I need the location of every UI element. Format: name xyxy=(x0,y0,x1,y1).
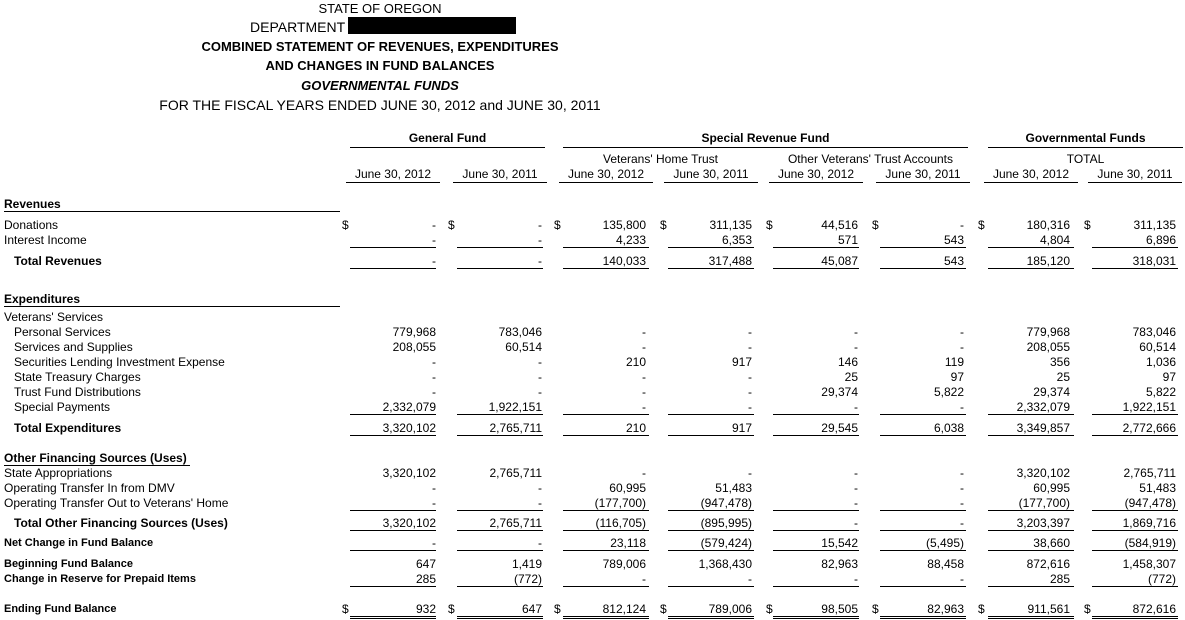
table-cell: - xyxy=(854,572,858,586)
currency-symbol: $ xyxy=(1084,602,1091,616)
total-underline xyxy=(563,268,649,269)
subtotal-underline xyxy=(773,586,859,587)
table-cell: 779,968 xyxy=(392,325,436,339)
table-cell: 2,332,079 xyxy=(1016,400,1070,414)
table-cell: 29,374 xyxy=(1033,385,1070,399)
subtotal-underline xyxy=(988,414,1074,415)
row-label: Total Expenditures xyxy=(14,421,122,435)
currency-symbol: $ xyxy=(660,218,667,232)
table-cell: - xyxy=(854,496,858,510)
table-cell: 872,616 xyxy=(1132,602,1176,616)
redacted-department-name xyxy=(348,17,516,34)
subtotal-underline xyxy=(880,550,966,551)
currency-symbol: $ xyxy=(342,218,349,232)
table-cell: 911,561 xyxy=(1027,602,1070,616)
total-underline xyxy=(457,530,543,531)
table-cell: 647 xyxy=(521,602,542,616)
column-header-underline xyxy=(346,182,440,183)
row-label: Personal Services xyxy=(14,325,111,339)
table-cell: - xyxy=(748,370,752,384)
ending-double-underline xyxy=(1092,616,1178,617)
row-label: Net Change in Fund Balance xyxy=(4,537,154,549)
table-cell: - xyxy=(538,385,542,399)
ending-double-underline xyxy=(988,618,1074,619)
table-cell: 783,046 xyxy=(498,325,542,339)
statement-title-line1: COMBINED STATEMENT OF REVENUES, EXPENDITURES xyxy=(201,39,559,54)
row-label: Total Revenues xyxy=(14,254,102,268)
section-expenditures-underline xyxy=(4,306,340,307)
table-cell: 1,922,151 xyxy=(1122,400,1176,414)
table-cell: 60,514 xyxy=(505,340,542,354)
table-cell: - xyxy=(748,466,752,480)
table-cell: 1,368,430 xyxy=(698,557,752,571)
subtotal-underline xyxy=(350,247,436,248)
table-cell: - xyxy=(432,496,436,510)
table-cell: 543 xyxy=(943,233,964,247)
total-underline xyxy=(668,268,754,269)
table-cell: - xyxy=(854,481,858,495)
table-cell: 571 xyxy=(837,233,858,247)
table-cell: (947,478) xyxy=(1124,496,1176,510)
table-cell: 98,505 xyxy=(821,602,858,616)
column-header-underline xyxy=(769,182,863,183)
table-cell: (579,424) xyxy=(700,536,752,550)
table-cell: - xyxy=(960,218,964,232)
table-cell: 285 xyxy=(1049,572,1070,586)
ending-double-underline xyxy=(773,618,859,619)
table-cell: 45,087 xyxy=(821,254,858,268)
subtotal-underline xyxy=(350,414,436,415)
subtotal-underline xyxy=(1092,550,1178,551)
table-cell: - xyxy=(432,385,436,399)
subtotal-underline xyxy=(1092,247,1178,248)
currency-symbol: $ xyxy=(872,218,879,232)
subtotal-underline xyxy=(350,510,436,511)
table-cell: - xyxy=(642,325,646,339)
table-cell: - xyxy=(748,400,752,414)
table-cell: 3,320,102 xyxy=(382,516,436,530)
table-cell: 29,374 xyxy=(821,385,858,399)
table-cell: (772) xyxy=(1147,572,1176,586)
table-cell: 356 xyxy=(1049,355,1070,369)
section-expenditures: Expenditures xyxy=(4,292,81,306)
table-cell: 60,514 xyxy=(1139,340,1176,354)
table-cell: 318,031 xyxy=(1132,254,1176,268)
table-cell: - xyxy=(538,481,542,495)
table-cell: - xyxy=(960,340,964,354)
ending-double-underline xyxy=(880,616,966,617)
section-other-financing: Other Financing Sources (Uses) xyxy=(4,451,187,465)
ending-double-underline xyxy=(773,616,859,617)
table-cell: - xyxy=(642,385,646,399)
table-cell: 917 xyxy=(731,421,752,435)
table-cell: 4,804 xyxy=(1039,233,1070,247)
table-cell: 812,124 xyxy=(602,602,646,616)
ending-double-underline xyxy=(1092,618,1178,619)
table-cell: 6,038 xyxy=(933,421,964,435)
table-cell: (947,478) xyxy=(700,496,752,510)
table-cell: - xyxy=(432,370,436,384)
table-cell: - xyxy=(854,325,858,339)
table-cell: 285 xyxy=(415,572,436,586)
total-underline xyxy=(1092,435,1178,436)
table-cell: 1,458,307 xyxy=(1122,557,1176,571)
total-underline xyxy=(880,530,966,531)
row-label: Donations xyxy=(4,218,59,232)
table-cell: - xyxy=(854,516,858,530)
table-cell: 779,968 xyxy=(1026,325,1070,339)
total-underline xyxy=(457,435,543,436)
ending-double-underline xyxy=(563,618,649,619)
subtotal-underline xyxy=(457,586,543,587)
row-label: State Treasury Charges xyxy=(14,370,141,384)
table-cell: 185,120 xyxy=(1026,254,1070,268)
currency-symbol: $ xyxy=(978,218,985,232)
ending-double-underline xyxy=(880,618,966,619)
total-underline xyxy=(457,268,543,269)
column-header-underline xyxy=(1088,182,1182,183)
column-header-date: June 30, 2012 xyxy=(354,167,432,181)
row-label: Securities Lending Investment Expense xyxy=(14,355,225,369)
table-cell: 872,616 xyxy=(1026,557,1070,571)
row-label: Beginning Fund Balance xyxy=(4,558,133,570)
table-cell: 29,545 xyxy=(821,421,858,435)
table-cell: - xyxy=(538,370,542,384)
table-cell: 5,822 xyxy=(933,385,964,399)
table-cell: 3,349,857 xyxy=(1016,421,1070,435)
table-cell: - xyxy=(854,466,858,480)
table-cell: - xyxy=(642,370,646,384)
column-header-date: June 30, 2012 xyxy=(567,167,645,181)
subtotal-underline xyxy=(668,510,754,511)
table-cell: 789,006 xyxy=(602,557,646,571)
total-underline xyxy=(563,435,649,436)
subtotal-underline xyxy=(668,247,754,248)
total-underline xyxy=(350,268,436,269)
table-cell: - xyxy=(960,516,964,530)
table-cell: 647 xyxy=(415,557,436,571)
subtotal-underline xyxy=(773,550,859,551)
subtotal-underline xyxy=(457,414,543,415)
table-cell: 1,922,151 xyxy=(488,400,542,414)
total-underline xyxy=(1092,268,1178,269)
subtotal-underline xyxy=(668,414,754,415)
table-cell: 5,822 xyxy=(1145,385,1176,399)
subtotal-underline xyxy=(988,550,1074,551)
table-cell: 2,765,711 xyxy=(489,516,542,530)
subtotal-underline xyxy=(563,586,649,587)
table-cell: 15,542 xyxy=(821,536,858,550)
column-header-underline xyxy=(453,182,547,183)
table-cell: - xyxy=(538,496,542,510)
subtotal-underline xyxy=(350,586,436,587)
total-underline xyxy=(350,530,436,531)
currency-symbol: $ xyxy=(342,602,349,616)
ending-double-underline xyxy=(457,616,543,617)
subtotal-underline xyxy=(350,550,436,551)
total-underline xyxy=(668,530,754,531)
total-underline xyxy=(350,435,436,436)
section-revenues: Revenues xyxy=(4,197,61,211)
subtotal-underline xyxy=(457,550,543,551)
table-cell: 88,458 xyxy=(927,557,964,571)
currency-symbol: $ xyxy=(660,602,667,616)
row-label: Ending Fund Balance xyxy=(4,603,117,615)
group-special-revenue-fund: Special Revenue Fund xyxy=(701,131,830,145)
table-cell: - xyxy=(432,481,436,495)
subtotal-underline xyxy=(880,414,966,415)
row-label: Services and Supplies xyxy=(14,340,133,354)
currency-symbol: $ xyxy=(766,218,773,232)
table-cell: - xyxy=(748,325,752,339)
total-underline xyxy=(1092,530,1178,531)
table-cell: - xyxy=(538,536,542,550)
table-cell: (177,700) xyxy=(1018,496,1070,510)
table-cell: - xyxy=(642,400,646,414)
row-label: State Appropriations xyxy=(4,466,113,480)
subtotal-underline xyxy=(1092,414,1178,415)
table-cell: - xyxy=(960,466,964,480)
table-cell: 3,320,102 xyxy=(382,466,436,480)
row-label: Change in Reserve for Prepaid Items xyxy=(4,573,196,585)
total-underline xyxy=(773,435,859,436)
table-cell: 4,233 xyxy=(615,233,646,247)
table-cell: 789,006 xyxy=(708,602,752,616)
table-cell: - xyxy=(538,254,542,268)
state-title: STATE OF OREGON xyxy=(318,1,442,16)
table-cell: 317,488 xyxy=(708,254,752,268)
table-cell: 2,332,079 xyxy=(382,400,436,414)
table-cell: 25 xyxy=(844,370,858,384)
table-cell: 6,353 xyxy=(721,233,752,247)
total-underline xyxy=(773,530,859,531)
table-cell: 2,772,666 xyxy=(1122,421,1176,435)
table-cell: - xyxy=(432,355,436,369)
total-underline xyxy=(668,435,754,436)
column-header-date: June 30, 2011 xyxy=(885,167,961,181)
table-cell: - xyxy=(854,340,858,354)
table-cell: - xyxy=(748,385,752,399)
row-label: Operating Transfer Out to Veterans' Home xyxy=(4,496,229,510)
column-header-date: June 30, 2011 xyxy=(462,167,538,181)
table-cell: 2,765,711 xyxy=(489,466,542,480)
subtotal-underline xyxy=(457,247,543,248)
statement-title-line3: GOVERNMENTAL FUNDS xyxy=(301,78,459,93)
table-cell: 783,046 xyxy=(1132,325,1176,339)
table-cell: - xyxy=(642,340,646,354)
subtotal-underline xyxy=(880,510,966,511)
table-cell: - xyxy=(960,496,964,510)
table-cell: (895,995) xyxy=(700,516,752,530)
table-cell: 2,765,711 xyxy=(489,421,542,435)
total-underline xyxy=(880,435,966,436)
column-header-underline xyxy=(559,182,653,183)
table-cell: 44,516 xyxy=(821,218,858,232)
department-label: DEPARTMENT xyxy=(250,19,346,35)
table-cell: 119 xyxy=(944,355,964,369)
table-cell: 210 xyxy=(625,355,646,369)
table-cell: - xyxy=(960,400,964,414)
column-header-underline xyxy=(664,182,758,183)
table-cell: 1,869,716 xyxy=(1122,516,1176,530)
column-header-underline xyxy=(984,182,1078,183)
table-cell: 311,135 xyxy=(1133,218,1176,232)
currency-symbol: $ xyxy=(766,602,773,616)
ending-double-underline xyxy=(350,616,436,617)
table-cell: - xyxy=(748,340,752,354)
currency-symbol: $ xyxy=(872,602,879,616)
total-underline xyxy=(773,268,859,269)
table-cell: - xyxy=(432,254,436,268)
table-cell: 2,765,711 xyxy=(1123,466,1176,480)
group-governmental-funds: Governmental Funds xyxy=(1025,131,1146,145)
table-cell: (116,705) xyxy=(595,516,646,530)
ending-double-underline xyxy=(457,618,543,619)
section-revenues-underline xyxy=(4,211,340,212)
table-cell: 917 xyxy=(731,355,752,369)
table-cell: - xyxy=(748,572,752,586)
subtotal-underline xyxy=(1092,586,1178,587)
table-cell: 1,036 xyxy=(1145,355,1176,369)
table-cell: - xyxy=(960,481,964,495)
currency-symbol: $ xyxy=(1084,218,1091,232)
table-cell: 97 xyxy=(950,370,964,384)
column-header-date: June 30, 2012 xyxy=(777,167,855,181)
table-cell: 3,320,102 xyxy=(1016,466,1070,480)
table-cell: 60,995 xyxy=(1033,481,1070,495)
group-general-fund: General Fund xyxy=(408,131,487,145)
table-cell: 543 xyxy=(943,254,964,268)
table-cell: (5,495) xyxy=(925,536,964,550)
currency-symbol: $ xyxy=(554,602,561,616)
row-label: Operating Transfer In from DMV xyxy=(4,481,175,495)
subgroup-veterans-home-trust: Veterans' Home Trust xyxy=(602,152,718,166)
statement-title-line2: AND CHANGES IN FUND BALANCES xyxy=(265,58,495,73)
table-cell: 3,203,397 xyxy=(1016,516,1070,530)
table-cell: 25 xyxy=(1056,370,1070,384)
table-cell: - xyxy=(432,233,436,247)
subtotal-underline xyxy=(563,550,649,551)
subtotal-underline xyxy=(668,586,754,587)
subtotal-underline xyxy=(880,586,966,587)
table-cell: 146 xyxy=(837,355,858,369)
subtotal-underline xyxy=(668,550,754,551)
subgroup-other-veterans-trust: Other Veterans' Trust Accounts xyxy=(787,152,954,166)
column-header-date: June 30, 2011 xyxy=(673,167,749,181)
table-cell: (584,919) xyxy=(1124,536,1176,550)
table-cell: 97 xyxy=(1162,370,1176,384)
section-veterans-services: Veterans' Services xyxy=(4,310,104,324)
table-cell: - xyxy=(642,466,646,480)
fiscal-period: FOR THE FISCAL YEARS ENDED JUNE 30, 2012 and JUNE 30, 2011 xyxy=(159,97,601,113)
table-cell: - xyxy=(642,572,646,586)
subtotal-underline xyxy=(773,510,859,511)
table-cell: - xyxy=(854,400,858,414)
table-cell: 51,483 xyxy=(715,481,752,495)
ending-double-underline xyxy=(563,616,649,617)
table-cell: (177,700) xyxy=(594,496,646,510)
total-underline xyxy=(563,530,649,531)
table-cell: 208,055 xyxy=(392,340,436,354)
table-cell: 140,033 xyxy=(602,254,646,268)
subtotal-underline xyxy=(988,247,1074,248)
table-cell: - xyxy=(432,218,436,232)
subtotal-underline xyxy=(563,414,649,415)
total-underline xyxy=(988,435,1074,436)
table-cell: 82,963 xyxy=(927,602,964,616)
table-cell: 6,896 xyxy=(1145,233,1176,247)
table-cell: 60,995 xyxy=(609,481,646,495)
table-cell: - xyxy=(432,536,436,550)
currency-symbol: $ xyxy=(448,602,455,616)
column-header-underline xyxy=(876,182,970,183)
table-cell: 135,800 xyxy=(602,218,646,232)
ending-double-underline xyxy=(350,618,436,619)
table-cell: - xyxy=(960,572,964,586)
table-cell: 210 xyxy=(625,421,646,435)
table-cell: 1,419 xyxy=(511,557,542,571)
table-cell: 82,963 xyxy=(821,557,858,571)
subtotal-underline xyxy=(1092,510,1178,511)
column-header-date: June 30, 2012 xyxy=(992,167,1070,181)
table-cell: - xyxy=(960,325,964,339)
currency-symbol: $ xyxy=(448,218,455,232)
currency-symbol: $ xyxy=(978,602,985,616)
subtotal-underline xyxy=(773,414,859,415)
row-label: Trust Fund Distributions xyxy=(14,385,141,399)
table-cell: - xyxy=(538,218,542,232)
subtotal-underline xyxy=(563,247,649,248)
table-cell: - xyxy=(538,233,542,247)
total-underline xyxy=(880,268,966,269)
subtotal-underline xyxy=(988,510,1074,511)
table-cell: (772) xyxy=(513,572,542,586)
table-cell: 180,316 xyxy=(1026,218,1070,232)
subtotal-underline xyxy=(457,510,543,511)
currency-symbol: $ xyxy=(554,218,561,232)
subgroup-total: TOTAL xyxy=(1066,152,1105,166)
table-cell: 38,660 xyxy=(1033,536,1070,550)
table-cell: - xyxy=(538,355,542,369)
total-underline xyxy=(988,268,1074,269)
row-label: Total Other Financing Sources (Uses) xyxy=(14,516,228,530)
total-underline xyxy=(988,530,1074,531)
subtotal-underline xyxy=(988,586,1074,587)
table-cell: 311,135 xyxy=(709,218,752,232)
subtotal-underline xyxy=(773,247,859,248)
table-cell: 51,483 xyxy=(1139,481,1176,495)
subtotal-underline xyxy=(880,247,966,248)
table-cell: 932 xyxy=(415,602,436,616)
ending-double-underline xyxy=(988,616,1074,617)
table-cell: 208,055 xyxy=(1026,340,1070,354)
table-cell: 23,118 xyxy=(610,536,646,550)
ending-double-underline xyxy=(668,616,754,617)
row-label: Interest Income xyxy=(4,233,87,247)
row-label: Special Payments xyxy=(14,400,111,414)
subtotal-underline xyxy=(563,510,649,511)
ending-double-underline xyxy=(668,618,754,619)
table-cell: 3,320,102 xyxy=(382,421,436,435)
column-header-date: June 30, 2011 xyxy=(1097,167,1173,181)
